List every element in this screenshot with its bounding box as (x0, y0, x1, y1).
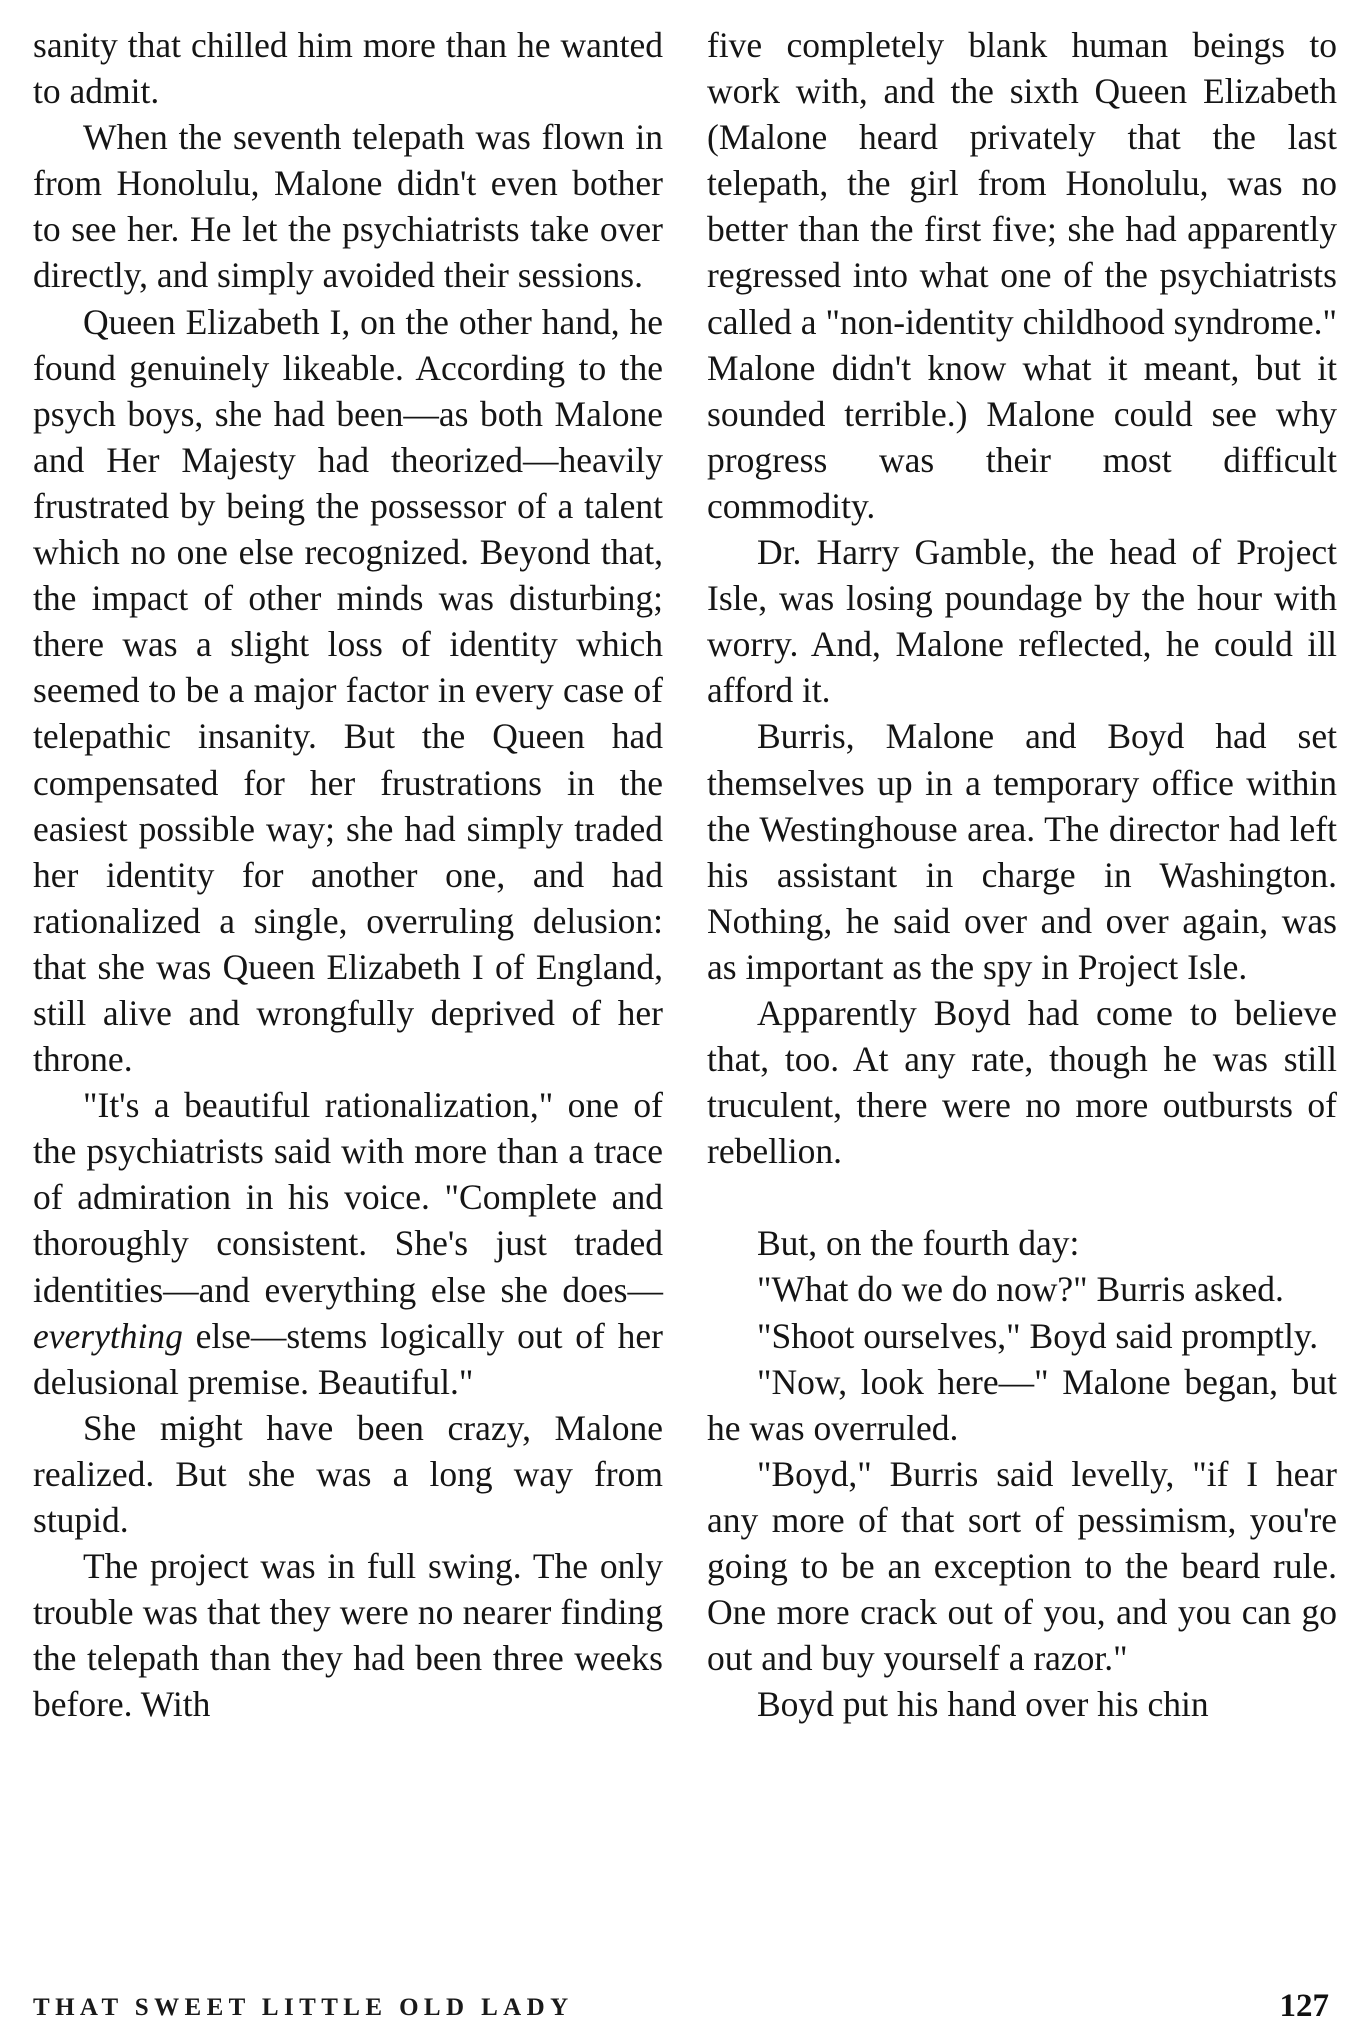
paragraph: sanity that chilled him more than he wanted to admit. (33, 25, 663, 112)
paragraph: Dr. Harry Gamble, the head of Project Isle, was losing poundage by the hour with worry. And, Malone reflected, he could ill afford it. (707, 532, 1337, 711)
paragraph: Burris, Malone and Boyd had set themselves up in a temporary office within the Westinghouse area. The director had left his assistant in charge in Washington. Nothing, he said over and over again, was as important as the spy in Project Isle. (707, 716, 1337, 987)
paragraph-text: else—stems logically out of her delusional premise. Beautiful." (33, 1315, 663, 1402)
emphasis-text: thing (109, 1315, 183, 1356)
paragraph: The project was in full swing. The only trouble was that they were no nearer finding the telepath than they had been three weeks before. With (33, 1546, 663, 1725)
paragraph: five completely blank human beings to work with, and the sixth Queen Elizabeth (Malone heard privately that the last telepath, the girl from Honolulu, was no better than the first five; she had apparently regressed into what one of the psychiatrists called a "non-identity childhood syndrome." Malone didn't know what it meant, but it sounded terrible.) Malone could see why progress was their most difficult commodity. (707, 25, 1337, 526)
page-footer (33, 1990, 1337, 2030)
paragraph: But, on the fourth day: (757, 1223, 1080, 1264)
left-column (33, 22, 663, 1727)
paragraph: Boyd put his hand over his chin (757, 1684, 1209, 1725)
paragraph: "What do we do now?" Burris asked. (757, 1269, 1284, 1310)
running-head: THAT SWEET LITTLE OLD LADY (33, 1994, 574, 2021)
paragraph: "Now, look here—" Malone began, but he was overruled. (707, 1361, 1337, 1448)
section-break (707, 1174, 1337, 1220)
emphasis-text: every (33, 1315, 110, 1356)
paragraph: Apparently Boyd had come to believe that, too. At any rate, though he was still truculent, there were no more outbursts of rebellion. (707, 992, 1337, 1172)
paragraph: She might have been crazy, Malone realized. But she was a long way from stupid. (33, 1407, 663, 1540)
paragraph (33, 1082, 663, 1405)
paragraph: Queen Elizabeth I, on the other hand, he found genuinely likeable. According to the psych boys, she had been—as both Malone and Her Majesty had theorized—heavily frustrated by being the possessor of a talent which no one else recognized. Beyond that, the impact of other minds was disturbing; there was a slight loss of identity which seemed to be a major factor in every case of telepathic insanity. But the Queen had compensated for her frustrations in the easiest possible way; she had simply traded her identity for another one, and had rationalized a single, overruling delusion: that she was Queen Elizabeth I of England, still alive and wrongfully deprived of her throne. (33, 301, 663, 1080)
paragraph: "Boyd," Burris said levelly, "if I hear any more of that sort of pessimism, you're going to be an exception to the beard rule. One more crack out of you, and you can go out and buy yourself a razor." (707, 1453, 1337, 1679)
paragraph: "Shoot ourselves," Boyd said promptly. (757, 1315, 1319, 1356)
right-column (707, 22, 1337, 1727)
page-number: 127 (1279, 1988, 1329, 2024)
paragraph-text: "It's a beautiful rationalization," one of the psychiatrists said with more than a trace of admiration in his voice. "Complete and thoroughly consistent. She's just traded identities—and everything else she does— (33, 1085, 663, 1310)
paragraph: When the seventh telepath was flown in from Honolulu, Malone didn't even bother to see her. He let the psychiatrists take over directly, and simply avoided their sessions. (33, 117, 663, 296)
